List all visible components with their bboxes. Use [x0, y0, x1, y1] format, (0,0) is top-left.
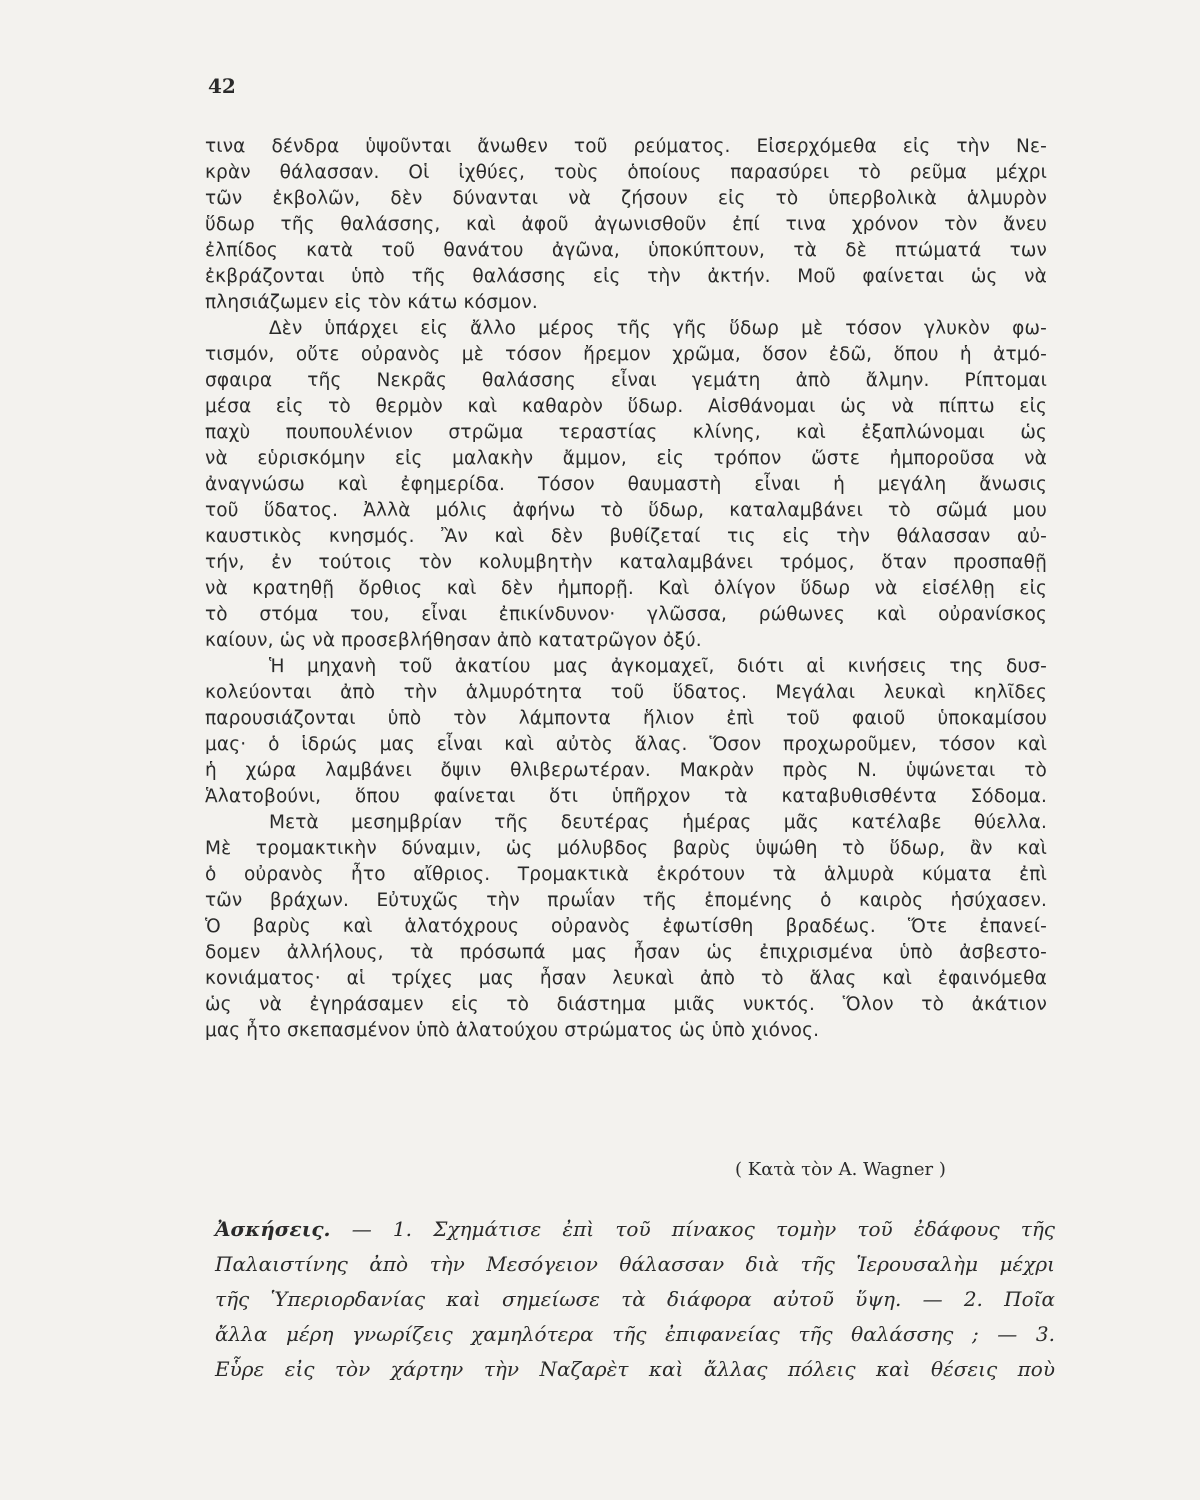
text-line: μας· ὁ ἱδρώς μας εἶναι καὶ αὐτὸς ἅλας. Ὅσον προχωροῦμεν, τόσον καὶ: [205, 734, 1047, 755]
paragraph: [205, 316, 1047, 654]
text-line: Μὲ τρομακτικὴν δύναμιν, ὡς μόλυβδος βαρὺς ὑψώθη τὸ ὕδωρ, ἂν καὶ: [205, 838, 1047, 859]
text-line: καίουν, ὡς νὰ προσεβλήθησαν ἀπὸ κατατρῶγον ὀξύ.: [205, 630, 702, 651]
paragraph: [205, 810, 1047, 1044]
paragraph: [205, 134, 1047, 316]
text-line: σφαιρα τῆς Νεκρᾶς θαλάσσης εἶναι γεμάτη ἀπὸ ἄλμην. Ρίπτομαι: [205, 370, 1047, 391]
text-line: ὕδωρ τῆς θαλάσσης, καὶ ἀφοῦ ἀγωνισθοῦν ἐπί τινα χρόνον τὸν ἄνευ: [205, 214, 1047, 235]
text-line: πλησιάζωμεν εἰς τὸν κάτω κόσμον.: [205, 292, 538, 313]
text-line: ὁ οὐρανὸς ἦτο αἴθριος. Τρομακτικὰ ἐκρότουν τὰ ἁλμυρὰ κύματα ἐπὶ: [205, 864, 1047, 885]
text-line: κρὰν θάλασσαν. Οἱ ἰχθύες, τοὺς ὁποίους παρασύρει τὸ ρεῦμα μέχρι: [205, 162, 1047, 183]
text-line: τῶν βράχων. Εὐτυχῶς τὴν πρωΐαν τῆς ἑπομένης ὁ καιρὸς ἡσύχασεν.: [205, 890, 1047, 911]
exercise-line: τῆς Ὑπεριορδανίας καὶ σημείωσε τὰ διάφορα αὐτοῦ ὕψη. — 2. Ποῖα: [215, 1287, 1055, 1311]
exercise-text: — 1. Σχημάτισε ἐπὶ τοῦ πίνακος τομὴν τοῦ ἐδάφους τῆς: [351, 1217, 1056, 1241]
exercises-heading: Ἀσκήσεις.: [215, 1217, 331, 1241]
text-line: Μετὰ μεσημβρίαν τῆς δευτέρας ἡμέρας μᾶς κατέλαβε θύελλα.: [269, 812, 1047, 833]
paragraph: [205, 654, 1047, 810]
text-line: Ἡ μηχανὴ τοῦ ἀκατίου μας ἀγκομαχεῖ, διότι αἱ κινήσεις της δυσ-: [269, 656, 1047, 677]
text-line: ἐλπίδος κατὰ τοῦ θανάτου ἀγῶνα, ὑποκύπτουν, τὰ δὲ πτώματά των: [205, 240, 1047, 261]
text-line: κολεύονται ἀπὸ τὴν ἁλμυρότητα τοῦ ὕδατος. Μεγάλαι λευκαὶ κηλῖδες: [205, 682, 1047, 703]
exercise-line: Εὗρε εἰς τὸν χάρτην τὴν Ναζαρὲτ καὶ ἄλλας πόλεις καὶ θέσεις ποὺ: [215, 1357, 1055, 1381]
exercise-line: [215, 1212, 1055, 1247]
text-line: παχὺ πουπουλένιον στρῶμα τεραστίας κλίνης, καὶ ἐξαπλώνομαι ὡς: [205, 422, 1047, 443]
text-line: τήν, ἐν τούτοις τὸν κολυμβητὴν καταλαμβάνει τρόμος, ὅταν προσπαθῇ: [205, 552, 1047, 573]
text-line: Ἁλατοβούνι, ὅπου φαίνεται ὅτι ὑπῆρχον τὰ καταβυθισθέντα Σόδομα.: [205, 786, 1047, 807]
text-line: τοῦ ὕδατος. Ἀλλὰ μόλις ἀφήνω τὸ ὕδωρ, καταλαμβάνει τὸ σῶμά μου: [205, 500, 1047, 521]
text-line: νὰ εὑρισκόμην εἰς μαλακὴν ἄμμον, εἰς τρόπον ὥστε ἠμποροῦσα νὰ: [205, 448, 1047, 469]
text-line: παρουσιάζονται ὑπὸ τὸν λάμποντα ἥλιον ἐπὶ τοῦ φαιοῦ ὑποκαμίσου: [205, 708, 1047, 729]
text-line: ἐκβράζονται ὑπὸ τῆς θαλάσσης εἰς τὴν ἀκτήν. Μοῦ φαίνεται ὡς νὰ: [205, 266, 1047, 287]
text-line: ὡς νὰ ἐγηράσαμεν εἰς τὸ διάστημα μιᾶς νυκτός. Ὅλον τὸ ἀκάτιον: [205, 994, 1047, 1015]
text-line: τὸ στόμα του, εἶναι ἐπικίνδυνον· γλῶσσα, ρώθωνες καὶ οὐρανίσκος: [205, 604, 1047, 625]
exercise-line: ἄλλα μέρη γνωρίζεις χαμηλότερα τῆς ἐπιφανείας τῆς θαλάσσης ; — 3.: [215, 1322, 1055, 1346]
text-line: Ὁ βαρὺς καὶ ἁλατόχρους οὐρανὸς ἐφωτίσθη βραδέως. Ὅτε ἐπανεί-: [205, 916, 1047, 937]
text-line: δομεν ἀλλήλους, τὰ πρόσωπά μας ἦσαν ὡς ἐπιχρισμένα ὑπὸ ἀσβεστο-: [205, 942, 1047, 963]
text-line: καυστικὸς κνησμός. Ἂν καὶ δὲν βυθίζεταί τις εἰς τὴν θάλασσαν αὐ-: [205, 526, 1047, 547]
text-line: νὰ κρατηθῇ ὄρθιος καὶ δὲν ἠμπορῇ. Καὶ ὀλίγον ὕδωρ νὰ εἰσέλθῃ εἰς: [205, 578, 1047, 599]
text-line: ἡ χώρα λαμβάνει ὄψιν θλιβερωτέραν. Μακρὰν πρὸς Ν. ὑψώνεται τὸ: [205, 760, 1047, 781]
body-text: [205, 134, 1047, 1044]
text-line: τισμόν, οὔτε οὐρανὸς μὲ τόσον ἤρεμον χρῶμα, ὅσον ἐδῶ, ὅπου ἡ ἀτμό-: [205, 344, 1047, 365]
text-line: τινα δένδρα ὑψοῦνται ἄνωθεν τοῦ ρεύματος. Εἰσερχόμεθα εἰς τὴν Νε-: [205, 136, 1047, 157]
exercises: [215, 1212, 1055, 1387]
attribution: ( Κατὰ τὸν Α. Wagner ): [735, 1159, 946, 1180]
text-line: μας ἦτο σκεπασμένον ὑπὸ ἁλατούχου στρώματος ὡς ὑπὸ χιόνος.: [205, 1020, 820, 1041]
text-line: κονιάματος· αἱ τρίχες μας ἦσαν λευκαὶ ἀπὸ τὸ ἅλας καὶ ἐφαινόμεθα: [205, 968, 1047, 989]
text-line: ἀναγνώσω καὶ ἐφημερίδα. Τόσον θαυμαστὴ εἶναι ἡ μεγάλη ἄνωσις: [205, 474, 1047, 495]
page-number: 42: [208, 74, 236, 98]
text-line: μέσα εἰς τὸ θερμὸν καὶ καθαρὸν ὕδωρ. Αἰσθάνομαι ὡς νὰ πίπτω εἰς: [205, 396, 1047, 417]
text-line: τῶν ἐκβολῶν, δὲν δύνανται νὰ ζήσουν εἰς τὸ ὑπερβολικὰ ἁλμυρὸν: [205, 188, 1047, 209]
text-line: Δὲν ὑπάρχει εἰς ἄλλο μέρος τῆς γῆς ὕδωρ μὲ τόσον γλυκὸν φω-: [269, 318, 1047, 339]
exercise-line: Παλαιστίνης ἀπὸ τὴν Μεσόγειον θάλασσαν διὰ τῆς Ἱερουσαλὴμ μέχρι: [215, 1252, 1055, 1276]
